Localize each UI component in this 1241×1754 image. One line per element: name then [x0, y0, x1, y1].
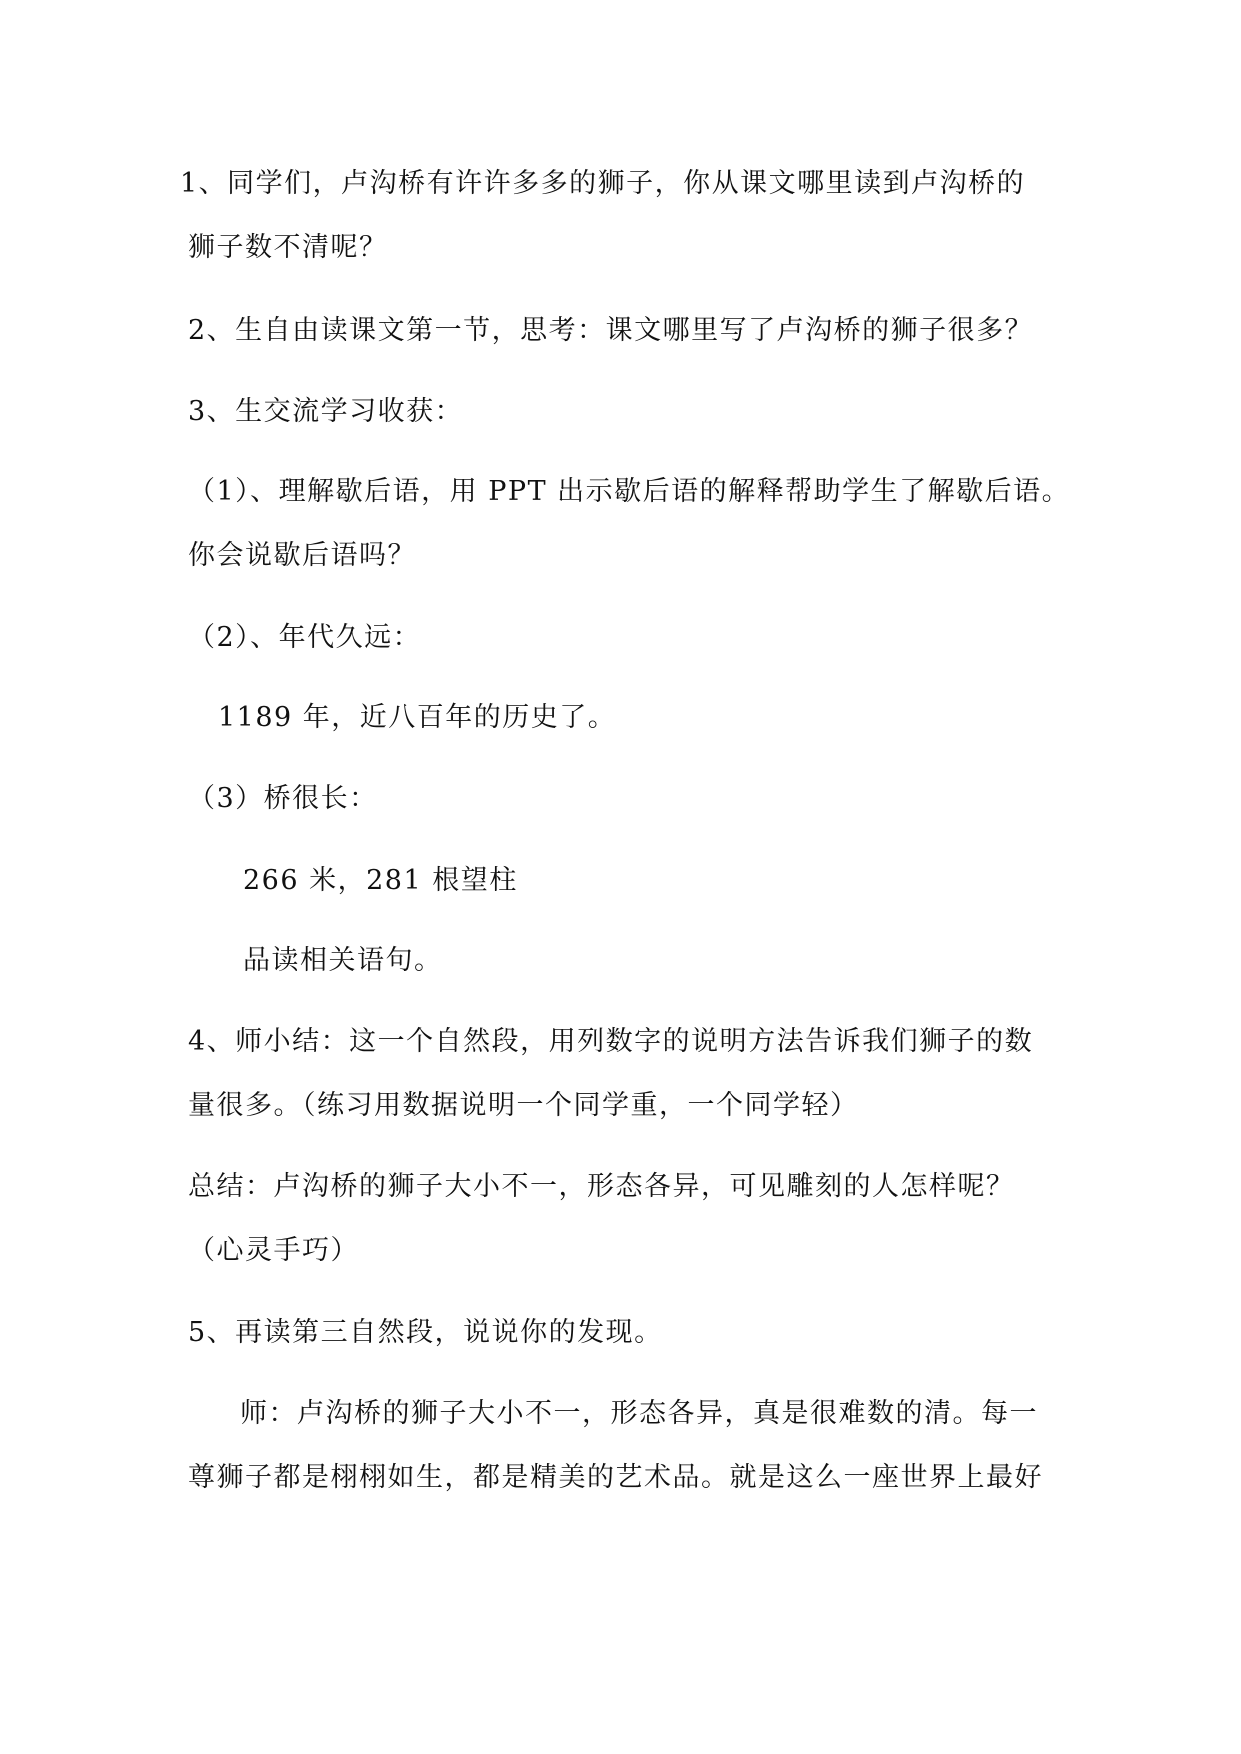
- text-line-8: 1189 年，近八百年的历史了。: [218, 702, 617, 733]
- text-line-6: 你会说歇后语吗？: [188, 540, 416, 571]
- text-line-10: 266 米，281 根望柱: [243, 865, 518, 896]
- text-line-17: 师：卢沟桥的狮子大小不一，形态各异，真是很难数的清。每一: [240, 1398, 1038, 1429]
- text-line-13: 量很多。（练习用数据说明一个同学重，一个同学轻）: [188, 1090, 859, 1121]
- text-line-1: 1、同学们，卢沟桥有许许多多的狮子，你从课文哪里读到卢沟桥的: [180, 168, 1026, 199]
- text-line-2: 狮子数不清呢？: [188, 232, 388, 263]
- text-line-18: 尊狮子都是栩栩如生，都是精美的艺术品。就是这么一座世界上最好: [188, 1462, 1043, 1493]
- text-line-14: 总结：卢沟桥的狮子大小不一，形态各异，可见雕刻的人怎样呢？: [188, 1171, 1015, 1202]
- text-line-4: 3、生交流学习收获：: [188, 396, 464, 427]
- text-line-12: 4、师小结：这一个自然段，用列数字的说明方法告诉我们狮子的数: [188, 1026, 1034, 1057]
- text-line-16: 5、再读第三自然段，说说你的发现。: [188, 1317, 663, 1348]
- text-line-9: （3）桥很长：: [188, 783, 378, 814]
- text-line-7: （2）、年代久远：: [188, 622, 422, 653]
- text-line-5: （1）、理解歇后语，用 PPT 出示歇后语的解释帮助学生了解歇后语。: [188, 476, 1071, 507]
- text-line-3: 2、生自由读课文第一节，思考：课文哪里写了卢沟桥的狮子很多？: [188, 315, 1034, 346]
- text-line-15: （心灵手巧）: [188, 1235, 359, 1266]
- text-line-11: 品读相关语句。: [243, 945, 443, 976]
